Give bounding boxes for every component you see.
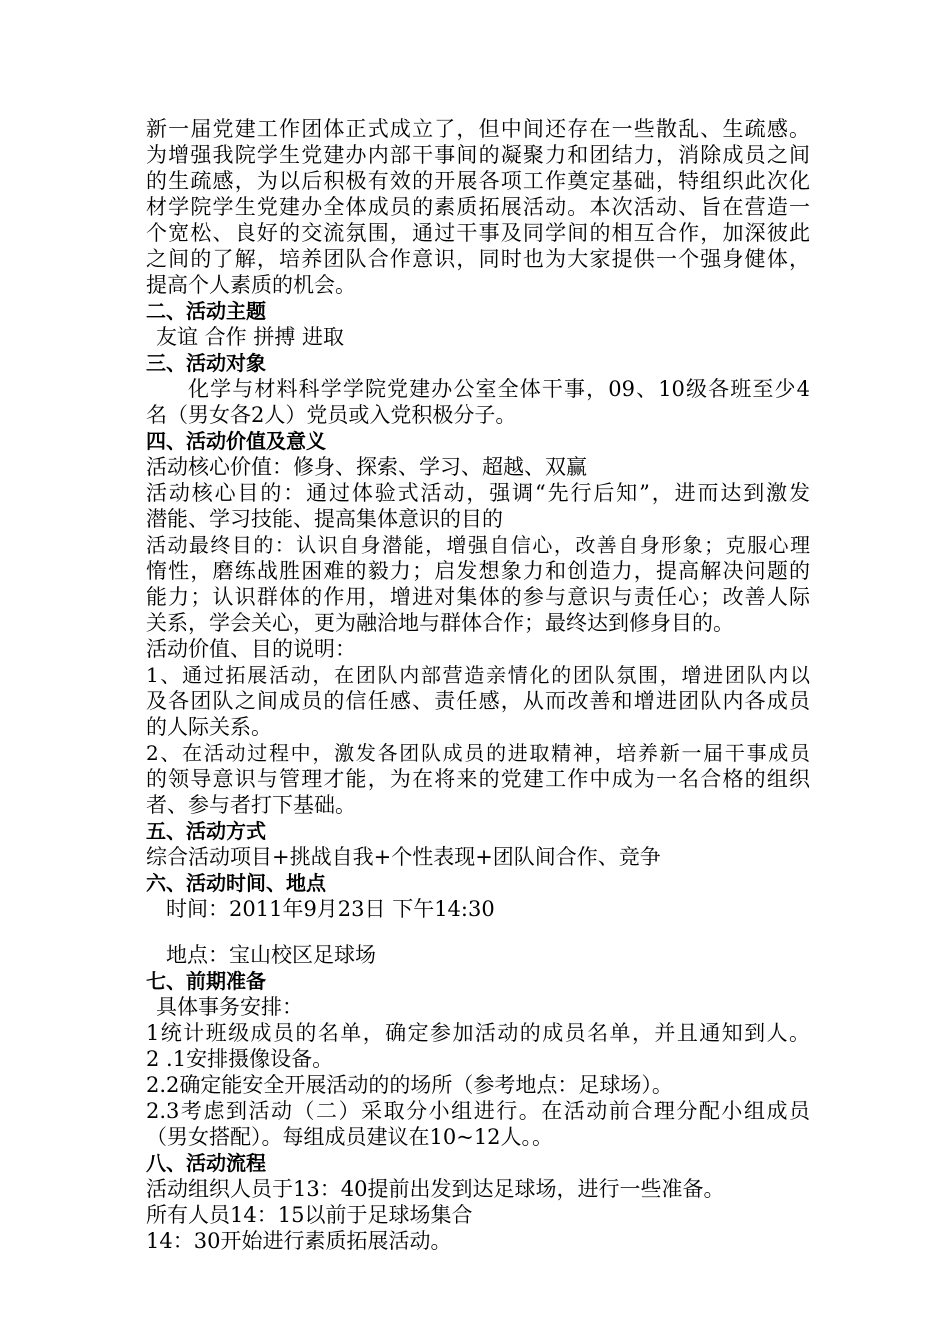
final-goal-text: 能力；认识群体的作用，增进对集体的参与意识与责任心；改善人际 [146,585,810,609]
section-heading-theme: 二、活动主题 [146,299,266,323]
final-goal-text: 惰性，磨练战胜困难的毅力；启发想象力和创造力，提高解决问题的 [146,559,810,583]
explain-item-1: 的人际关系。 [146,715,272,739]
intro-paragraph [146,116,810,298]
preparation-item: 1统计班级成员的名单，确定参加活动的成员名单，并且通知到人。 [146,1021,810,1045]
preparation-item: （男女搭配）。每组成员建议在10~12人。。 [146,1125,554,1149]
intro-line: 新一届党建工作团体正式成立了，但中间还存在一些散乱、生疏感。 [146,117,810,141]
intro-line: 为增强我院学生党建办内部干事间的凝聚力和团结力，消除成员之间 [146,143,810,167]
core-value-text: 活动核心价值：修身、探索、学习、超越、双赢 [146,455,587,479]
preparation-sub: 具体事务安排： [156,995,303,1019]
intro-line: 提高个人素质的机会。 [146,273,356,297]
preparation-item: 2.2确定能安全开展活动的的场所（参考地点：足球场）。 [146,1073,673,1097]
intro-line: 个宽松、良好的交流氛围，通过干事及同学间的相互合作，加深彼此 [146,221,810,245]
intro-line: 之间的了解，培养团队合作意识，同时也为大家提供一个强身健体， [146,247,810,271]
explain-item-1: 1、通过拓展活动，在团队内部营造亲情化的团队氛围，增进团队内以 [146,663,810,687]
process-line: 所有人员14：15以前于足球场集合 [146,1203,473,1227]
participants-text: 名（男女各2人）党员或入党积极分子。 [146,403,517,427]
intro-line: 的生疏感，为以后积极有效的开展各项工作奠定基础，特组织此次化 [146,169,810,193]
document-page [146,116,810,1254]
final-goal-text: 活动最终目的：认识自身潜能，增强自信心，改善自身形象；克服心理 [146,533,810,557]
intro-line: 材学院学生党建办全体成员的素质拓展活动。本次活动、旨在营造一 [146,195,810,219]
section-heading-value: 四、活动价值及意义 [146,429,326,453]
final-goal-text: 关系，学会关心，更为融洽地与群体合作；最终达到修身目的。 [146,611,734,635]
core-goal-text: 潜能、学习技能、提高集体意识的目的 [146,507,503,531]
theme-text: 友谊 合作 拼搏 进取 [156,325,345,349]
place-text: 地点：宝山校区足球场 [166,943,376,967]
explain-item-2: 2、在活动过程中，激发各团队成员的进取精神，培养新一届干事成员 [146,741,810,765]
method-text: 综合活动项目+挑战自我+个性表现+团队间合作、竞争 [146,845,661,869]
section-heading-time-place: 六、活动时间、地点 [146,871,326,895]
core-goal-text: 活动核心目的：通过体验式活动，强调“先行后知”，进而达到激发 [146,481,810,505]
preparation-item: 2.3考虑到活动（二）采取分小组进行。在活动前合理分配小组成员 [146,1099,810,1123]
explain-item-2: 者、参与者打下基础。 [146,793,356,817]
explain-label: 活动价值、目的说明： [146,637,356,661]
section-heading-preparation: 七、前期准备 [146,969,266,993]
process-line: 14：30开始进行素质拓展活动。 [146,1229,452,1253]
preparation-item: 2 .1安排摄像设备。 [146,1047,334,1071]
time-text: 时间：2011年9月23日 下午14:30 [166,897,495,921]
explain-item-1: 及各团队之间成员的信任感、责任感，从而改善和增进团队内各成员 [146,689,810,713]
process-line: 活动组织人员于13：40提前出发到达足球场，进行一些准备。 [146,1177,725,1201]
explain-item-2: 的领导意识与管理才能，为在将来的党建工作中成为一名合格的组织 [146,767,810,791]
participants-text: 化学与材料科学学院党建办公室全体干事，09、10级各班至少4 [188,377,810,401]
section-heading-participants: 三、活动对象 [146,351,266,375]
section-heading-method: 五、活动方式 [146,819,266,843]
section-heading-process: 八、活动流程 [146,1151,266,1175]
